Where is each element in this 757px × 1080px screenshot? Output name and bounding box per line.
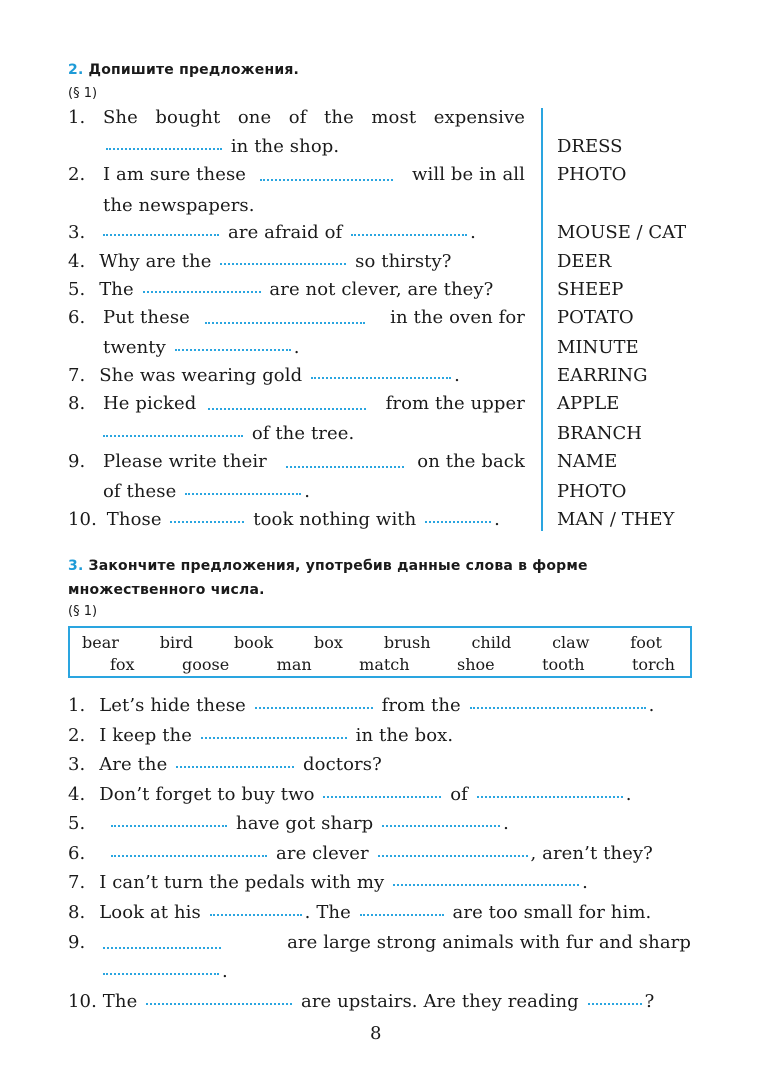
line-text: . <box>503 813 509 834</box>
line-number: 6. <box>68 307 86 328</box>
blank[interactable] <box>425 521 491 523</box>
exercise-3-header <box>68 558 588 574</box>
exercise-2-header <box>68 62 299 78</box>
exercise-3-section-ref: (§ 1) <box>68 604 98 619</box>
blank[interactable] <box>103 947 221 949</box>
line-text: Are the <box>99 754 168 775</box>
line-number: 2. <box>68 164 86 185</box>
word-bank-box <box>68 626 692 678</box>
line-number: 1. <box>68 695 86 716</box>
exercise-3-title-line2: множественного числа. <box>68 582 265 598</box>
exercise-2-number: 2. <box>68 62 84 78</box>
line-text: . <box>304 481 311 502</box>
blank[interactable] <box>470 707 646 709</box>
word-bank-item: box <box>314 633 343 652</box>
line-number: 3. <box>68 222 86 243</box>
line-text: are clever <box>276 843 369 864</box>
line-text: Put these <box>103 307 190 328</box>
blank[interactable] <box>208 408 366 410</box>
line-number: 10. <box>68 991 97 1012</box>
word-minute: MINUTE <box>557 337 639 358</box>
ex3-line-1 <box>68 696 654 716</box>
line-text: The <box>99 279 134 300</box>
blank[interactable] <box>103 234 219 236</box>
blank[interactable] <box>210 914 302 916</box>
blank[interactable] <box>382 825 500 827</box>
ex3-line-5 <box>68 814 509 834</box>
blank[interactable] <box>103 435 243 437</box>
ex3-line-3 <box>68 755 382 775</box>
line-text: . <box>222 961 228 982</box>
blank[interactable] <box>323 796 441 798</box>
blank[interactable] <box>143 291 261 293</box>
ex3-line-9 <box>68 933 691 953</box>
blank[interactable] <box>220 263 346 265</box>
blank[interactable] <box>477 796 623 798</box>
blank[interactable] <box>378 855 528 857</box>
line-number: 7. <box>68 872 86 893</box>
line-text: . <box>494 509 500 530</box>
line-number: 3. <box>68 754 86 775</box>
ex2-line-8 <box>68 394 525 414</box>
word-bank-item: book <box>233 633 274 652</box>
line-text: I can’t turn the pedals with my <box>99 872 385 893</box>
blank[interactable] <box>205 322 365 324</box>
line-text: Please write their <box>103 451 267 472</box>
word-bank-item: shoe <box>457 655 495 674</box>
line-text: twenty <box>103 337 166 358</box>
line-text: in the oven for <box>390 307 525 328</box>
blank[interactable] <box>255 707 373 709</box>
line-text: took nothing with <box>253 509 417 530</box>
line-text: in the box. <box>355 725 454 746</box>
blank[interactable] <box>260 179 393 181</box>
blank[interactable] <box>286 466 404 468</box>
blank[interactable] <box>175 349 291 351</box>
exercise-3-number: 3. <box>68 558 84 574</box>
line-number: 10. <box>68 509 97 530</box>
ex2-line-8b <box>103 424 354 444</box>
line-text: I keep the <box>99 725 192 746</box>
blank[interactable] <box>111 855 267 857</box>
ex2-line-3 <box>68 223 476 243</box>
line-text: . The <box>304 902 351 923</box>
line-text: She bought one of the most expensive <box>103 107 525 128</box>
ex2-line-1b <box>103 137 339 157</box>
ex2-line-4 <box>68 252 452 272</box>
line-text: of these <box>103 481 177 502</box>
line-text: She was wearing gold <box>99 365 303 386</box>
line-text: . <box>625 784 632 805</box>
ex2-line-9 <box>68 452 525 472</box>
line-text: . <box>293 337 300 358</box>
line-text: from the <box>381 695 461 716</box>
word-bank-row-2 <box>110 655 675 674</box>
line-text: Don’t forget to buy two <box>99 784 315 805</box>
line-text: ? <box>644 991 655 1012</box>
word-bank-row-1 <box>82 633 662 652</box>
word-man-they: MAN / THEY <box>557 509 675 530</box>
ex3-line-9b <box>103 962 228 982</box>
line-text: The <box>102 991 138 1012</box>
line-text: Those <box>106 509 162 530</box>
line-text: will be in all <box>411 164 525 185</box>
word-bank-item: goose <box>182 655 230 674</box>
word-dress: DRESS <box>557 136 623 157</box>
word-sheep: SHEEP <box>557 279 624 300</box>
ex2-line-1 <box>68 108 525 128</box>
ex3-line-7 <box>68 873 588 893</box>
blank[interactable] <box>588 1003 642 1005</box>
ex3-line-6 <box>68 844 653 864</box>
line-number: 9. <box>68 932 86 953</box>
line-text: He picked <box>103 393 197 414</box>
line-text: so thirsty? <box>355 251 452 272</box>
ex2-line-7 <box>68 366 460 386</box>
line-text: of the tree. <box>251 423 355 444</box>
word-bank-item: match <box>359 655 410 674</box>
blank[interactable] <box>311 377 451 379</box>
column-divider <box>541 108 543 531</box>
ex2-line-9b <box>103 482 310 502</box>
ex3-line-8 <box>68 903 651 923</box>
word-bank-item: bird <box>159 633 194 652</box>
ex3-line-2 <box>68 726 453 746</box>
word-mouse-cat: MOUSE / CAT <box>557 222 687 243</box>
word-bank-item: claw <box>552 633 590 652</box>
ex2-line-2 <box>68 165 525 185</box>
line-text: are not clever, are they? <box>269 279 494 300</box>
ex3-line-4 <box>68 785 632 805</box>
line-number: 5. <box>68 279 86 300</box>
ex2-line-6b <box>103 338 300 358</box>
blank[interactable] <box>106 148 222 150</box>
line-text: . <box>648 695 655 716</box>
line-text: of <box>450 784 468 805</box>
word-earring: EARRING <box>557 365 648 386</box>
line-text: . <box>582 872 588 893</box>
ex3-line-10 <box>68 992 654 1012</box>
ex2-line-6 <box>68 308 525 328</box>
line-number: 5. <box>68 813 86 834</box>
line-text: are large strong animals with fur and sharp <box>287 932 691 953</box>
line-number: 2. <box>68 725 86 746</box>
word-apple: APPLE <box>557 393 620 414</box>
blank[interactable] <box>111 825 227 827</box>
line-number: 4. <box>68 784 86 805</box>
line-number: 1. <box>68 107 86 128</box>
line-number: 7. <box>68 365 86 386</box>
word-bank-item: man <box>276 655 312 674</box>
line-text: have got sharp <box>236 813 374 834</box>
line-text: in the shop. <box>230 136 340 157</box>
word-bank-item: torch <box>631 655 675 674</box>
line-text: from the upper <box>385 393 525 414</box>
line-text: . <box>454 365 460 386</box>
line-text: on the back <box>417 451 525 472</box>
word-potato: POTATO <box>557 307 634 328</box>
blank[interactable] <box>393 884 579 886</box>
blank[interactable] <box>146 1003 292 1005</box>
blank[interactable] <box>185 493 301 495</box>
word-branch: BRANCH <box>557 423 642 444</box>
word-bank-item: tooth <box>542 655 585 674</box>
word-photo: PHOTO <box>557 164 627 185</box>
line-number: 8. <box>68 393 86 414</box>
line-number: 4. <box>68 251 86 272</box>
page-number: 8 <box>370 1023 382 1044</box>
ex2-line-10 <box>68 510 500 530</box>
line-text: doctors? <box>303 754 382 775</box>
word-photo-2: PHOTO <box>557 481 627 502</box>
line-text: are too small for him. <box>452 902 652 923</box>
line-number: 6. <box>68 843 86 864</box>
blank[interactable] <box>170 521 244 523</box>
blank[interactable] <box>351 234 467 236</box>
blank[interactable] <box>176 766 294 768</box>
line-text: are afraid of <box>228 222 343 243</box>
word-name: NAME <box>557 451 618 472</box>
word-bank-item: bear <box>82 633 119 652</box>
blank[interactable] <box>201 737 347 739</box>
word-bank-item: foot <box>630 633 662 652</box>
line-text: are upstairs. Are they reading <box>300 991 579 1012</box>
word-bank-item: child <box>471 633 512 652</box>
exercise-2-section-ref: (§ 1) <box>68 86 98 101</box>
word-bank-item: brush <box>383 633 431 652</box>
line-text: , aren’t they? <box>530 843 653 864</box>
word-bank-item: fox <box>110 655 135 674</box>
blank[interactable] <box>360 914 444 916</box>
word-deer: DEER <box>557 251 612 272</box>
ex2-line-2b: the newspapers. <box>103 195 255 216</box>
line-number: 8. <box>68 902 86 923</box>
line-text: Look at his <box>99 902 201 923</box>
line-number: 9. <box>68 451 86 472</box>
line-text: Let’s hide these <box>99 695 246 716</box>
exercise-2-title: Допишите предложения. <box>88 62 300 78</box>
line-text: I am sure these <box>103 164 247 185</box>
blank[interactable] <box>103 973 219 975</box>
ex2-line-5 <box>68 280 493 300</box>
line-text: Why are the <box>99 251 212 272</box>
line-text: . <box>470 222 476 243</box>
exercise-3-title-line1: Закончите предложения, употребив данные слова в форме <box>88 558 588 574</box>
